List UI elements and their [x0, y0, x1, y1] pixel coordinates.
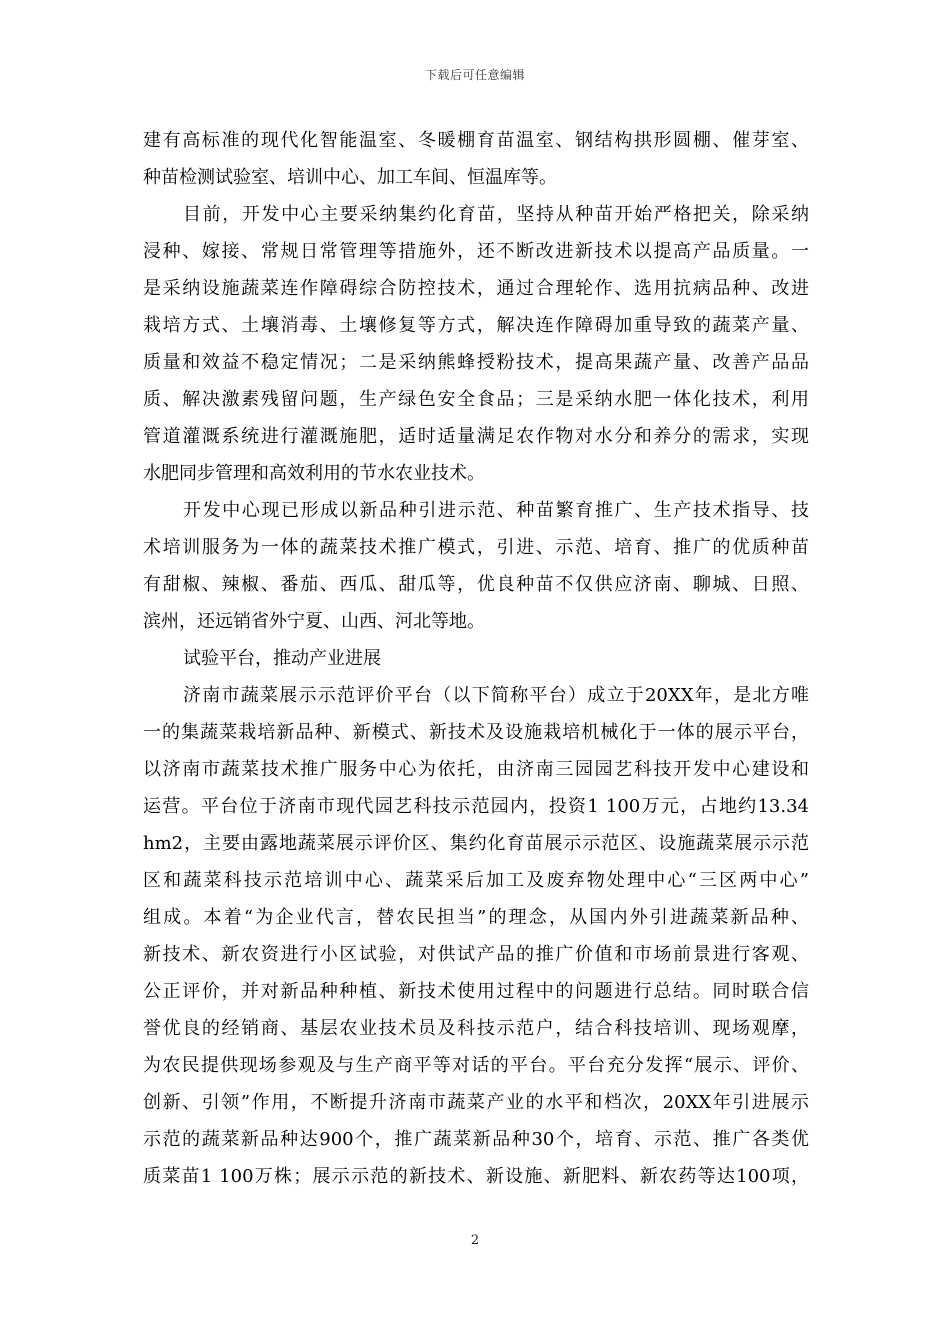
text-line: 新技术、新农资进行小区试验，对供试产品的推广价值和市场前景进行客观、	[143, 944, 809, 965]
page-number: 2	[470, 1233, 480, 1248]
text-line: 水肥同步管理和高效利用的节水农业技术。	[143, 463, 485, 484]
text-line: 一的集蔬菜栽培新品种、新模式、新技术及设施栽培机械化于一体的展示平台，	[143, 722, 809, 743]
text-line: 运营。平台位于济南市现代园艺科技示范园内，投资1 100万元，占地约13.34	[143, 796, 809, 817]
text-line: 创新、引领”作用，不断提升济南市蔬菜产业的水平和档次，20XX年引进展示	[143, 1092, 809, 1113]
text-line: 开发中心现已形成以新品种引进示范、种苗繁育推广、生产技术指导、技	[183, 500, 809, 521]
text-line: 种苗检测试验室、培训中心、加工车间、恒温库等。	[143, 167, 557, 188]
text-line: 示范的蔬菜新品种达900个，推广蔬菜新品种30个，培育、示范、推广各类优	[143, 1129, 809, 1150]
text-line: 建有高标准的现代化智能温室、冬暖棚育苗温室、钢结构拱形圆棚、催芽室、	[143, 130, 809, 151]
document-body	[143, 122, 809, 1195]
text-line: 有甜椒、辣椒、番茄、西瓜、甜瓜等，优良种苗不仅供应济南、聊城、日照、	[143, 574, 809, 595]
text-line: 管道灌溉系统进行灌溉施肥，适时适量满足农作物对水分和养分的需求，实现	[143, 426, 809, 447]
text-line: 浸种、嫁接、常规日常管理等措施外，还不断改进新技术以提高产品质量。一	[143, 241, 809, 262]
text-line: hm2，主要由露地蔬菜展示评价区、集约化育苗展示示范区、设施蔬菜展示示范	[143, 833, 809, 854]
text-line: 为农民提供现场参观及与生产商平等对话的平台。平台充分发挥“展示、评价、	[143, 1055, 809, 1076]
text-line: 质、解决激素残留问题，生产绿色安全食品；三是采纳水肥一体化技术，利用	[143, 389, 809, 410]
text-line: 济南市蔬菜展示示范评价平台（以下简称平台）成立于20XX年，是北方唯	[183, 685, 809, 706]
text-line: 目前，开发中心主要采纳集约化育苗，坚持从种苗开始严格把关，除采纳	[183, 204, 809, 225]
text-line: 栽培方式、土壤消毒、土壤修复等方式，解决连作障碍加重导致的蔬菜产量、	[143, 315, 809, 336]
text-line: 试验平台，推动产业进展	[183, 648, 381, 669]
text-line: 公正评价，并对新品种种植、新技术使用过程中的问题进行总结。同时联合信	[143, 981, 809, 1002]
text-line: 滨州，还远销省外宁夏、山西、河北等地。	[143, 611, 485, 632]
page-header: 下载后可任意编辑	[424, 68, 525, 82]
text-line: 质菜苗1 100万株；展示示范的新技术、新设施、新肥料、新农药等达100项，	[143, 1166, 809, 1187]
text-line: 质量和效益不稳定情况；二是采纳熊蜂授粉技术，提高果蔬产量、改善产品品	[143, 352, 809, 373]
text-line: 术培训服务为一体的蔬菜技术推广模式，引进、示范、培育、推广的优质种苗	[143, 537, 809, 558]
text-line: 组成。本着“为企业代言，替农民担当”的理念，从国内外引进蔬菜新品种、	[143, 907, 809, 928]
text-line: 区和蔬菜科技示范培训中心、蔬菜采后加工及废弃物处理中心“三区两中心”	[143, 870, 809, 891]
text-line: 以济南市蔬菜技术推广服务中心为依托，由济南三园园艺科技开发中心建设和	[143, 759, 809, 780]
text-line: 誉优良的经销商、基层农业技术员及科技示范户，结合科技培训、现场观摩，	[143, 1018, 809, 1039]
text-line: 是采纳设施蔬菜连作障碍综合防控技术，通过合理轮作、选用抗病品种、改进	[143, 278, 809, 299]
